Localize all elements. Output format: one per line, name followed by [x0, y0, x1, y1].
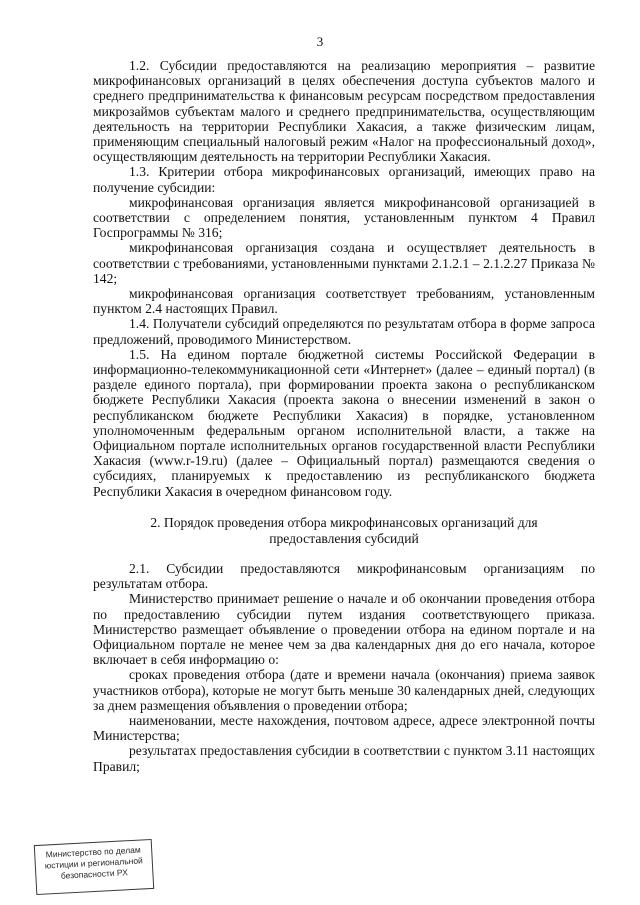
- paragraph-1-5: 1.5. На едином портале бюджетной системы Российской Федерации в информационно-телекоммуникационной сети «Интернет» (далее – единый портал) (в разделе единого портала), при формировании проекта закона о республиканском бюджете Республики Хакасия (проекта закона о внесении изменений в закон о республиканском бюджете Республики Хакасия) в порядке, установленном уполномоченным федеральным органом исполнительной власти, а также на Официальном портале исполнительных органов государственной власти Республики Хакасия (www.r-19.ru) (далее – Официальный портал) размещаются сведения о субсидиях, планируемых к предоставлению из республиканского бюджета Республики Хакасия в очередном финансовом году.: [93, 346, 595, 499]
- paragraph-2-1: 2.1. Субсидии предоставляются микрофинансовым организациям по результатам отбора.: [93, 560, 595, 592]
- paragraph-1-3: 1.3. Критерии отбора микрофинансовых организаций, имеющих право на получение субсидии:: [93, 164, 595, 195]
- info-item-results: результатах предоставления субсидии в соответствии с пунктом 3.11 настоящих Правил;: [93, 743, 595, 774]
- registration-stamp: [34, 839, 154, 895]
- section-title-line-2: предоставления субсидий: [269, 530, 419, 546]
- criterion-1: микрофинансовая организация является микрофинансовой организацией в соответствии с определением понятия, установленным пунктом 4 Правил Госпрограммы № 316;: [93, 194, 595, 241]
- stamp-line-1: Министерство по делам: [45, 844, 141, 860]
- criterion-2: микрофинансовая организация создана и осуществляет деятельность в соответствии с требованиями, установленными пунктами 2.1.2.1 – 2.1.2.27 Приказа № 142;: [93, 240, 595, 286]
- paragraph-1-4: 1.4. Получатели субсидий определяются по результатам отбора в форме запроса предложений, проводимого Министерством.: [93, 316, 595, 347]
- stamp-line-2: юстиции и региональной: [44, 855, 144, 871]
- page-number: 3: [316, 34, 324, 49]
- paragraph-1-2: 1.2. Субсидии предоставляются на реализацию мероприятия – развитие микрофинансовых организаций в целях обеспечения доступа субъектов малого и среднего предпринимательства к финансовым ресурсам посредством предоставления микрозаймов субъектам малого и среднего предпринимательства, осуществляющим деятельность на территории Республики Хакасия, а также физическим лицам, применяющим специальный налоговый режим «Налог на профессиональный доход», осуществляющим деятельность на территории Республики Хакасия.: [93, 58, 595, 165]
- info-item-address: наименовании, месте нахождения, почтовом адресе, адресе электронной почты Министерства;: [93, 712, 595, 744]
- section-2-title: [93, 515, 595, 547]
- stamp-line-3: безопасности РХ: [60, 867, 129, 881]
- paragraph-ministry-decision: Министерство принимает решение о начале и об окончании проведения отбора по предоставлению субсидии путем издания соответствующего приказа. Министерство размещает объявление о проведении отбора на едином портале и на Официальном портале не менее чем за два календарных дня до его начала, которое включает в себя информацию о:: [93, 591, 595, 668]
- info-item-terms: сроках проведения отбора (дате и времени начала (окончания) приема заявок участников отбора), которые не могут быть меньше 30 календарных дней, следующих за днем размещения объявления о проведении отбора;: [93, 667, 595, 713]
- document-body: [93, 58, 595, 774]
- section-title-line-1: 2. Порядок проведения отбора микрофинансовых организаций для: [150, 514, 538, 530]
- criterion-3: микрофинансовая организация соответствует требованиям, установленным пунктом 2.4 настоящих Правил.: [93, 286, 595, 317]
